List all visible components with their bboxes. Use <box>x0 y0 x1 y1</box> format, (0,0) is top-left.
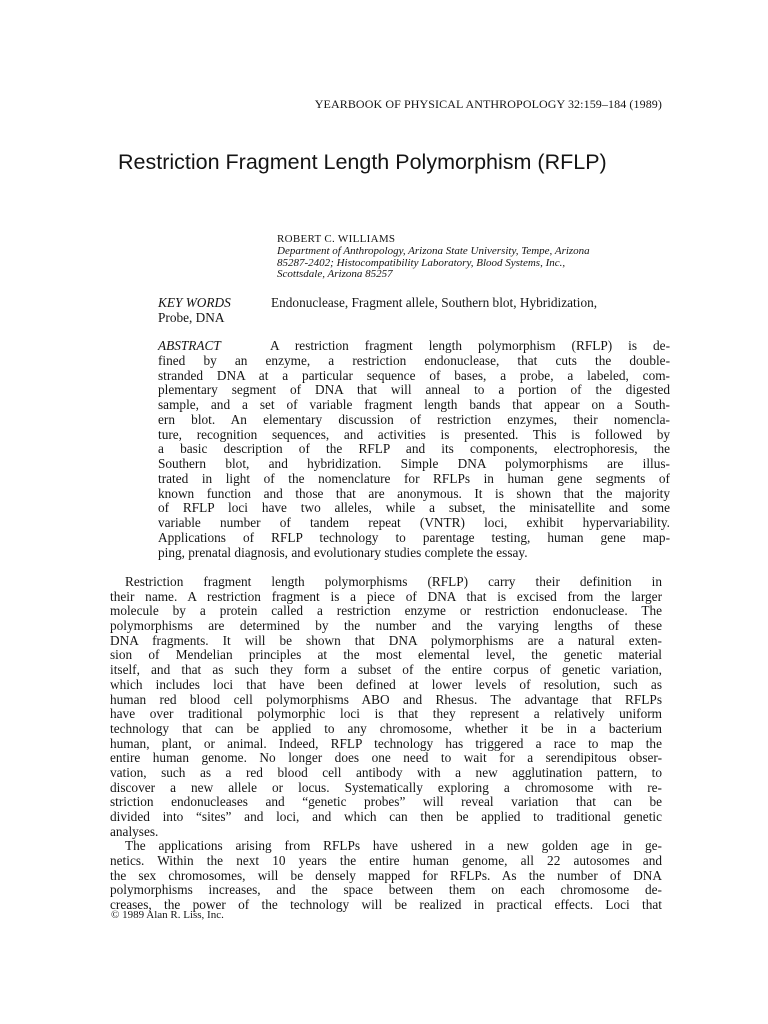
abstract-line: ping, prenatal diagnosis, and evolutionary studies complete the essay. <box>158 544 528 560</box>
body-line: polymorphisms increases, and the space between them on each chromosome de- <box>110 882 662 898</box>
body-line: Restriction fragment length polymorphisms (RFLP) carry their definition in <box>125 574 662 589</box>
body-line: technology that can be applied to any chromosome, whether it be in a bacterium <box>110 720 662 736</box>
abstract-label: ABSTRACT <box>158 338 221 353</box>
body-line: have over traditional polymorphic loci is that they represent a relatively uniform <box>110 706 662 722</box>
abstract-line: ern blot. An elementary discussion of restriction enzymes, their nomencla- <box>158 411 670 427</box>
body-line: vation, such as a red blood cell antibody with a new agglutination pattern, to <box>110 764 662 780</box>
body-line: human red blood cell polymorphisms ABO and Rhesus. The advantage that RFLPs <box>110 691 662 707</box>
abstract-block <box>158 339 670 560</box>
abstract-line: of RFLP loci have two alleles, while a subset, the minisatellite and some <box>158 500 670 516</box>
abstract-line: a basic description of the RFLP and its components, electrophoresis, the <box>158 441 670 457</box>
running-header: YEARBOOK OF PHYSICAL ANTHROPOLOGY 32:159–184 (1989) <box>314 97 662 111</box>
affiliation-line: Scottsdale, Arizona 85257 <box>277 268 393 280</box>
abstract-line: sample, and a set of variable fragment length bands that appear on a South- <box>158 397 670 412</box>
keywords-label: KEY WORDS <box>158 295 231 310</box>
author-block <box>277 233 677 281</box>
body-line: their name. A restriction fragment is a piece of DNA that is excised from the larger <box>110 588 662 604</box>
keywords-text-continued: Probe, DNA <box>158 310 225 325</box>
body-line: which includes loci that have been defined at lower levels of resolution, such as <box>110 676 662 692</box>
abstract-line: ture, recognition sequences, and activities is presented. This is followed by <box>158 426 670 442</box>
abstract-line: plementary segment of DNA that will anneal to a portion of the digested <box>158 382 670 398</box>
body-line: polymorphisms are determined by the number and the varying lengths of these <box>110 618 662 634</box>
body-line: creases, the power of the technology will be realized in practical effects. Loci that <box>110 897 662 913</box>
body-line: discover a new allele or locus. Systematically exploring a chromosome with re- <box>110 779 662 795</box>
affiliation-line: 85287-2402; Histocompatibility Laboratory, Blood Systems, Inc., <box>277 256 566 269</box>
article-title: Restriction Fragment Length Polymorphism (RFLP) <box>118 150 607 174</box>
copyright-notice: © 1989 Alan R. Liss, Inc. <box>111 909 224 921</box>
abstract-line: trated in light of the nomenclature for RFLPs in human gene segments of <box>158 470 670 486</box>
body-line: divided into “sites” and loci, and which can then be applied to traditional genetic <box>110 809 662 824</box>
body-line: molecule by a protein called a restriction enzyme or restriction endonuclease. The <box>110 603 662 619</box>
keywords-block <box>158 295 678 325</box>
body-line: netics. Within the next 10 years the entire human genome, all 22 autosomes and <box>110 853 662 869</box>
body-text <box>110 575 662 913</box>
abstract-line: known function and those that are anonymous. It is shown that the majority <box>158 485 670 501</box>
body-line: human, plant, or animal. Indeed, RFLP technology has triggered a race to map the <box>110 735 662 751</box>
abstract-line: variable number of tandem repeat (VNTR) loci, exhibit hypervariability. <box>158 515 670 530</box>
keywords-text: Endonuclease, Fragment allele, Southern blot, Hybridization, <box>271 295 598 310</box>
body-line: striction endonucleases and “genetic probes” will reveal variation that can be <box>110 794 662 810</box>
abstract-line-text: A restriction fragment length polymorphism (RFLP) is de- <box>270 338 670 353</box>
body-line: itself, and that as such they form a subset of the entire corpus of genetic variation, <box>110 662 662 678</box>
body-line: the sex chromosomes, will be densely mapped for RFLPs. As the number of DNA <box>110 867 662 883</box>
body-line: sion of Mendelian principles at the most elemental level, the genetic material <box>110 647 662 663</box>
body-line: entire human genome. No longer does one need to wait for a serendipitous obser- <box>110 750 662 766</box>
keywords-line <box>158 295 678 310</box>
body-line: analyses. <box>110 823 159 839</box>
body-line: The applications arising from RFLPs have ushered in a new golden age in ge- <box>125 838 662 854</box>
affiliation-line: Department of Anthropology, Arizona State University, Tempe, Arizona <box>277 245 590 257</box>
abstract-line: Applications of RFLP technology to parentage testing, human gene map- <box>158 529 670 545</box>
author-name: ROBERT C. WILLIAMS <box>277 233 396 245</box>
abstract-line <box>158 339 670 354</box>
abstract-line: stranded DNA at a particular sequence of bases, a probe, a labeled, com- <box>158 367 670 383</box>
abstract-line: Southern blot, and hybridization. Simple DNA polymorphisms are illus- <box>158 456 670 471</box>
abstract-line: fined by an enzyme, a restriction endonuclease, that cuts the double- <box>158 352 670 368</box>
body-line: DNA fragments. It will be shown that DNA polymorphisms are a natural exten- <box>110 632 662 648</box>
